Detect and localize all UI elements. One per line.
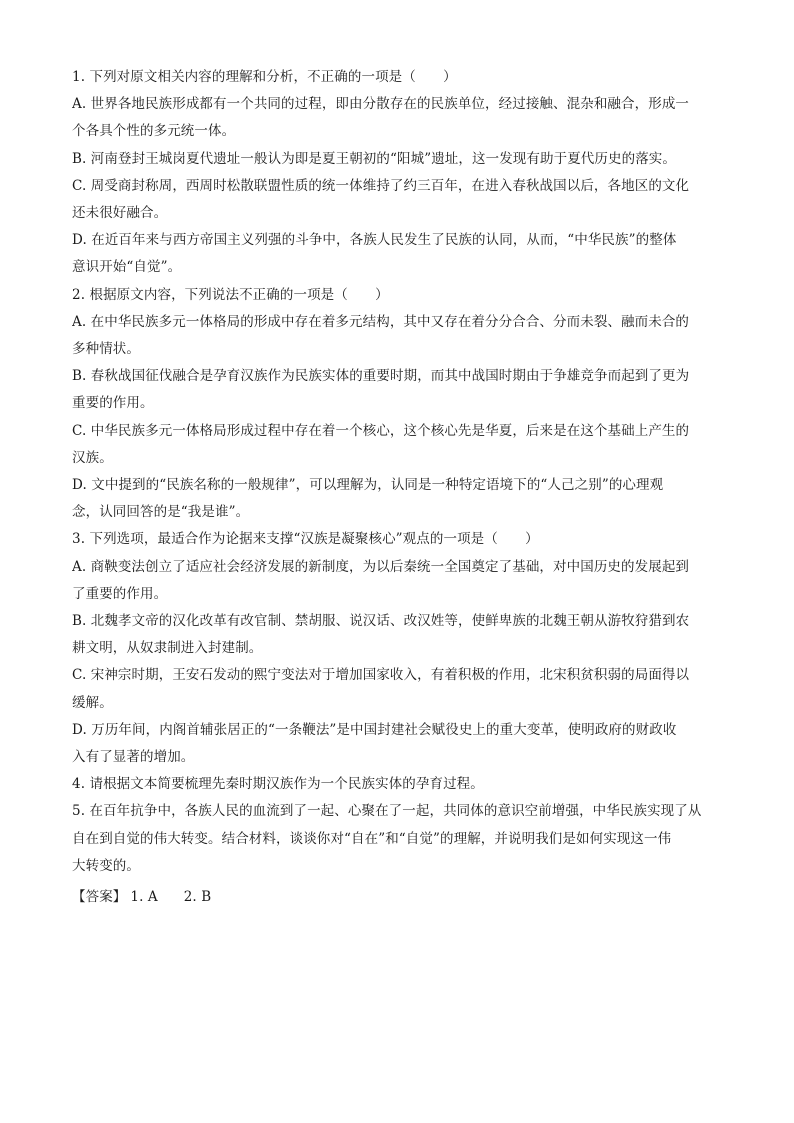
- text-line: 4. 请根据文本简要梳理先秦时期汉族作为一个民族实体的孕育过程。: [72, 776, 484, 793]
- answer-label: 【答案】: [72, 889, 127, 906]
- text-line: A. 在中华民族多元一体格局的形成中存在着多元结构，其中又存在着分分合合、分而未裂、融而未合的: [72, 313, 690, 330]
- text-line: C. 周受商封称周，西周时松散联盟性质的统一体维持了约三百年，在进入春秋战国以后，各地区的文化: [72, 177, 690, 194]
- text-line: 意识开始“自觉”。: [72, 259, 182, 276]
- answer-1: 1. A: [130, 889, 158, 906]
- text-line: 入有了显著的增加。: [72, 749, 195, 766]
- text-line: 大转变的。: [72, 857, 140, 874]
- text-line: 还未很好融合。: [72, 205, 168, 222]
- text-line: 个各具个性的多元统一体。: [72, 123, 236, 140]
- text-line: 了重要的作用。: [72, 585, 168, 602]
- text-line: 多种情状。: [72, 341, 140, 358]
- text-line: 自在到自觉的伟大转变。结合材料，谈谈你对“自在”和“自觉”的理解，并说明我们是如何实现这一伟: [72, 830, 672, 847]
- text-line: C. 宋神宗时期，王安石发动的熙宁变法对于增加国家收入，有着积极的作用，北宋积贫积弱的局面得以: [72, 667, 690, 684]
- text-line: A. 商鞅变法创立了适应社会经济发展的新制度，为以后秦统一全国奠定了基础，对中国历史的发展起到: [72, 558, 690, 575]
- text-line: 汉族。: [72, 449, 113, 466]
- text-line: B. 春秋战国征伐融合是孕育汉族作为民族实体的重要时期，而其中战国时期由于争雄竞争而起到了更为: [72, 368, 690, 385]
- answer-2: 2. B: [183, 889, 212, 906]
- text-line: 5. 在百年抗争中，各族人民的血流到了一起、心聚在了一起，共同体的意识空前增强，中华民族实现了从: [72, 803, 702, 820]
- text-line: B. 北魏孝文帝的汉化改革有改官制、禁胡服、说汉话、改汉姓等，使鲜卑族的北魏王朝从游牧狩猎到农: [72, 613, 690, 630]
- text-line: C. 中华民族多元一体格局形成过程中存在着一个核心，这个核心先是华夏，后来是在这个基础上产生的: [72, 422, 690, 439]
- text-line: 重要的作用。: [72, 395, 154, 412]
- text-line: 3. 下列选项，最适合作为论据来支撑“汉族是凝聚核心”观点的一项是（ ）: [72, 531, 539, 548]
- text-line: 念，认同回答的是“我是谁”。: [72, 504, 250, 521]
- answer-line: [72, 884, 708, 911]
- text-line: D. 万历年间，内阁首辅张居正的“一条鞭法”是中国封建社会赋役史上的重大变革，使明政府的财政收: [72, 721, 677, 738]
- question-text-block: [72, 64, 708, 880]
- text-line: 1. 下列对原文相关内容的理解和分析，不正确的一项是（ ）: [72, 69, 457, 85]
- text-line: A. 世界各地民族形成都有一个共同的过程，即由分散存在的民族单位，经过接触、混杂和融合，形成一: [72, 96, 690, 113]
- text-line: 缓解。: [72, 694, 113, 711]
- text-line: B. 河南登封王城岗夏代遗址一般认为即是夏王朝初的“阳城”遗址，这一发现有助于夏代历史的落实。: [72, 150, 677, 167]
- text-line: 2. 根据原文内容，下列说法不正确的一项是（ ）: [72, 286, 389, 303]
- text-line: D. 在近百年来与西方帝国主义列强的斗争中，各族人民发生了民族的认同，从而，“中华民族”的整体: [72, 232, 677, 249]
- text-line: 耕文明，从奴隶制进入封建制。: [72, 640, 263, 657]
- text-line: D. 文中提到的“民族名称的一般规律”，可以理解为，认同是一种特定语境下的“人己之别”的心理观: [72, 477, 664, 494]
